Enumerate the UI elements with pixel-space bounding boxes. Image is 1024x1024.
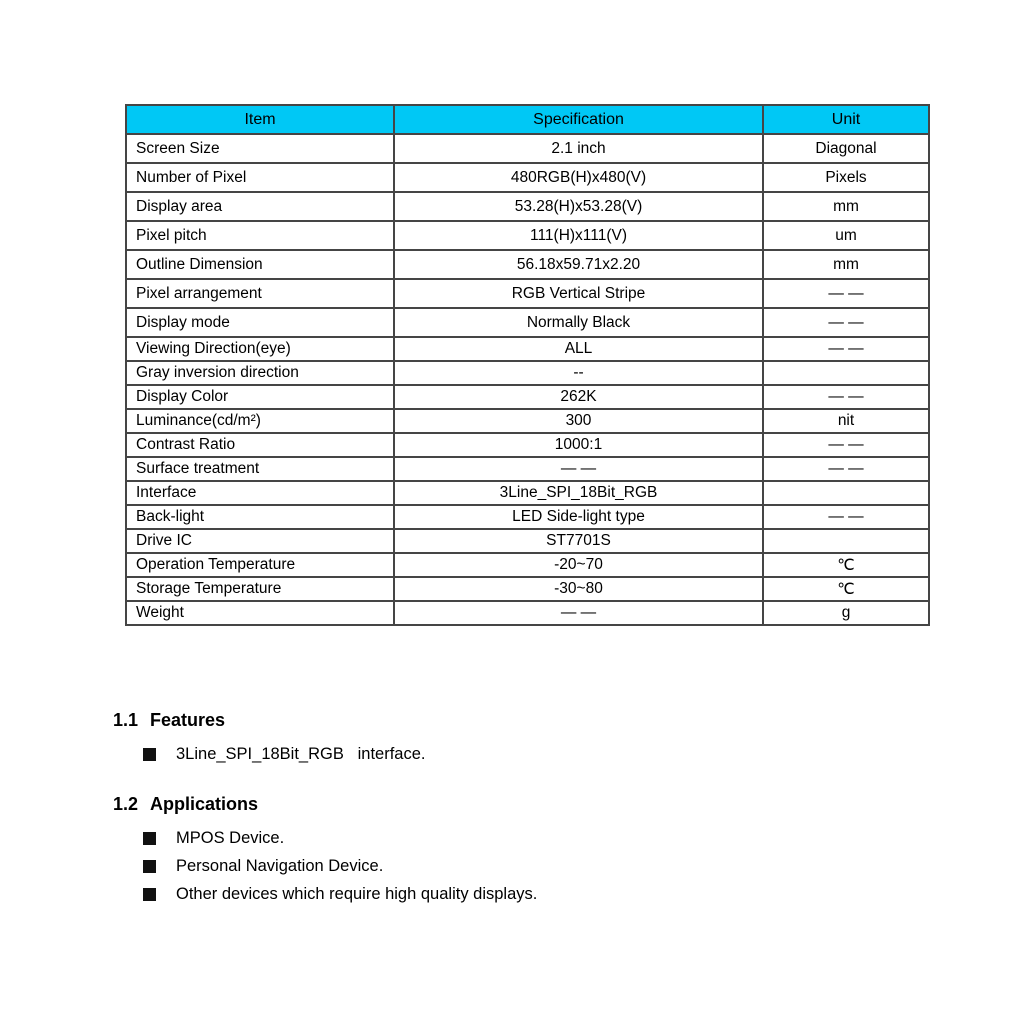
spec-value-cell: -- (394, 361, 763, 385)
bullet-square-icon (143, 748, 156, 761)
spec-value-cell: -30~80 (394, 577, 763, 601)
spec-value-cell: ALL (394, 337, 763, 361)
spec-value-cell: 2.1 inch (394, 134, 763, 163)
table-row (126, 308, 929, 337)
bullet-item (143, 852, 953, 880)
section (113, 794, 953, 908)
bullet-text: Personal Navigation Device. (176, 856, 384, 875)
bullet-text: Other devices which require high quality displays. (176, 884, 538, 903)
spec-unit-cell: ℃ (763, 553, 929, 577)
section-number: 1.1 (113, 710, 139, 730)
section-title: Features (150, 710, 226, 730)
table-row (126, 279, 929, 308)
table-row (126, 221, 929, 250)
table-row (126, 601, 929, 625)
section-number: 1.2 (113, 794, 139, 814)
table-row (126, 481, 929, 505)
spec-item-cell: Display mode (126, 308, 394, 337)
spec-unit-cell (763, 361, 929, 385)
table-row (126, 385, 929, 409)
bullet-item (143, 740, 953, 768)
bullet-text: MPOS Device. (176, 828, 285, 847)
spec-unit-cell: um (763, 221, 929, 250)
spec-item-cell: Screen Size (126, 134, 394, 163)
spec-item-cell: Weight (126, 601, 394, 625)
spec-unit-cell: — — (763, 337, 929, 361)
spec-item-cell: Storage Temperature (126, 577, 394, 601)
spec-item-cell: Pixel arrangement (126, 279, 394, 308)
spec-value-cell: 300 (394, 409, 763, 433)
table-row (126, 134, 929, 163)
spec-value-cell: 111(H)x111(V) (394, 221, 763, 250)
spec-value-cell: 262K (394, 385, 763, 409)
spec-item-cell: Viewing Direction(eye) (126, 337, 394, 361)
section-title: Applications (150, 794, 259, 814)
spec-value-cell: -20~70 (394, 553, 763, 577)
spec-value-cell: 53.28(H)x53.28(V) (394, 192, 763, 221)
spec-unit-cell: ℃ (763, 577, 929, 601)
spec-item-cell: Gray inversion direction (126, 361, 394, 385)
bullet-item (143, 880, 953, 908)
spec-item-cell: Back-light (126, 505, 394, 529)
spec-item-cell: Interface (126, 481, 394, 505)
table-header-row (126, 105, 929, 134)
bullet-square-icon (143, 860, 156, 873)
table-row (126, 361, 929, 385)
spec-item-cell: Drive IC (126, 529, 394, 553)
spec-item-cell: Luminance(cd/m²) (126, 409, 394, 433)
sections-container (113, 710, 953, 934)
spec-value-cell: Normally Black (394, 308, 763, 337)
spec-unit-cell: — — (763, 385, 929, 409)
spec-unit-cell (763, 481, 929, 505)
table-row (126, 409, 929, 433)
spec-value-cell: RGB Vertical Stripe (394, 279, 763, 308)
spec-unit-cell: mm (763, 250, 929, 279)
spec-item-cell: Display Color (126, 385, 394, 409)
spec-unit-cell: — — (763, 457, 929, 481)
section-heading (113, 794, 953, 815)
spec-value-cell: LED Side-light type (394, 505, 763, 529)
spec-item-cell: Outline Dimension (126, 250, 394, 279)
spec-unit-cell: — — (763, 308, 929, 337)
bullet-square-icon (143, 888, 156, 901)
table-row (126, 577, 929, 601)
spec-item-cell: Display area (126, 192, 394, 221)
spec-value-cell: — — (394, 457, 763, 481)
section-heading (113, 710, 953, 731)
spec-item-cell: Operation Temperature (126, 553, 394, 577)
spec-value-cell: 3Line_SPI_18Bit_RGB (394, 481, 763, 505)
section (113, 710, 953, 768)
col-header-unit: Unit (763, 105, 929, 134)
spec-unit-cell: Diagonal (763, 134, 929, 163)
bullet-item (143, 824, 953, 852)
spec-value-cell: 1000:1 (394, 433, 763, 457)
spec-unit-cell: — — (763, 433, 929, 457)
table-row (126, 250, 929, 279)
table-row (126, 192, 929, 221)
table-row (126, 553, 929, 577)
spec-item-cell: Contrast Ratio (126, 433, 394, 457)
bullet-text: 3Line_SPI_18Bit_RGB interface. (176, 744, 426, 763)
table-row (126, 337, 929, 361)
spec-unit-cell: mm (763, 192, 929, 221)
spec-item-cell: Number of Pixel (126, 163, 394, 192)
table-row (126, 433, 929, 457)
spec-value-cell: — — (394, 601, 763, 625)
spec-unit-cell: — — (763, 279, 929, 308)
table-row (126, 529, 929, 553)
table-row (126, 163, 929, 192)
spec-item-cell: Pixel pitch (126, 221, 394, 250)
spec-unit-cell: nit (763, 409, 929, 433)
spec-unit-cell (763, 529, 929, 553)
spec-value-cell: 56.18x59.71x2.20 (394, 250, 763, 279)
spec-value-cell: 480RGB(H)x480(V) (394, 163, 763, 192)
spec-value-cell: ST7701S (394, 529, 763, 553)
spec-unit-cell: — — (763, 505, 929, 529)
spec-item-cell: Surface treatment (126, 457, 394, 481)
spec-unit-cell: g (763, 601, 929, 625)
spec-table (125, 104, 930, 626)
spec-unit-cell: Pixels (763, 163, 929, 192)
table-row (126, 505, 929, 529)
bullet-square-icon (143, 832, 156, 845)
col-header-specification: Specification (394, 105, 763, 134)
table-row (126, 457, 929, 481)
col-header-item: Item (126, 105, 394, 134)
